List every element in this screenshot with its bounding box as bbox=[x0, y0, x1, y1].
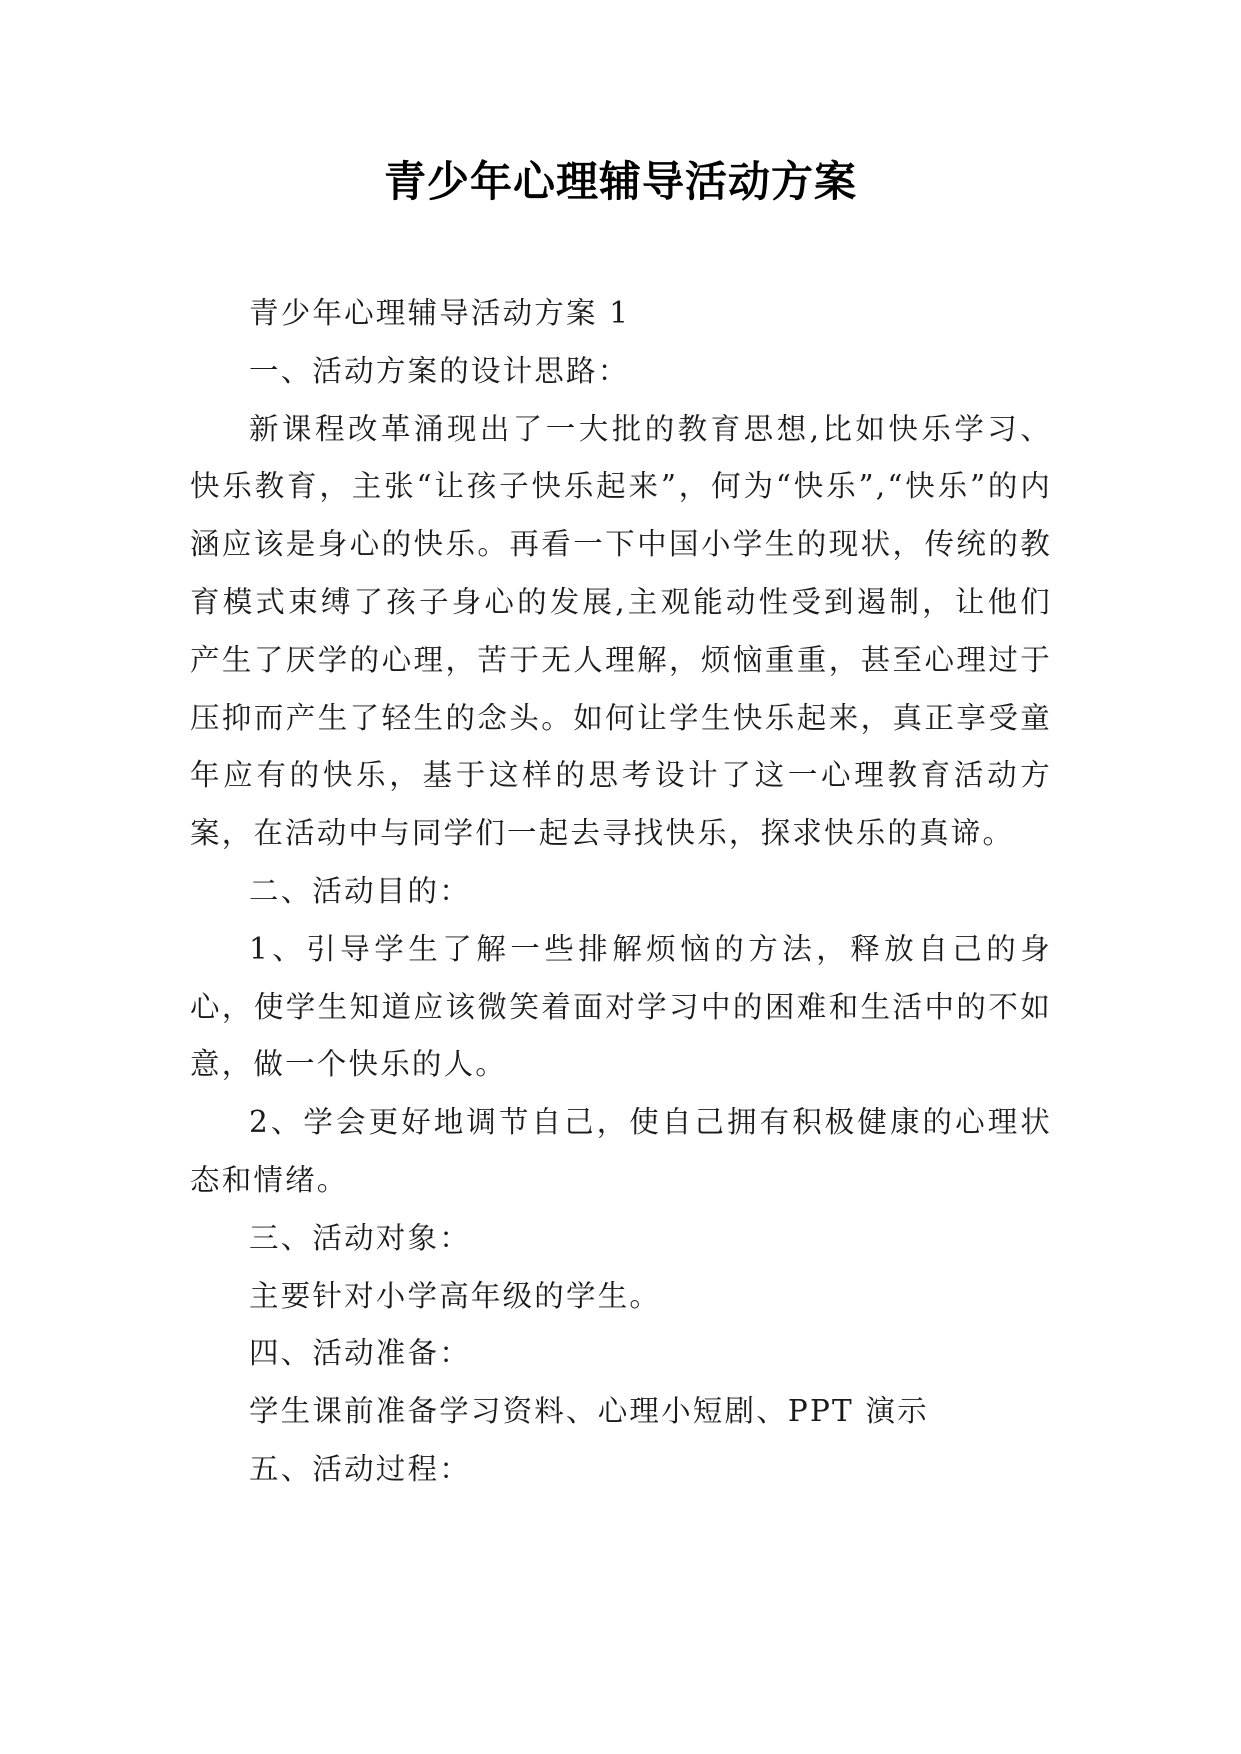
heading-activity-process: 五、活动过程： bbox=[249, 1451, 471, 1486]
paragraph-activity-targets: 主要针对小学高年级的学生。 bbox=[249, 1278, 662, 1313]
section-subtitle: 青少年心理辅导活动方案 1 bbox=[249, 296, 631, 330]
paragraph-activity-preparation: 学生课前准备学习资料、心理小短剧、PPT 演示 bbox=[249, 1394, 929, 1429]
heading-activity-preparation: 四、活动准备： bbox=[249, 1336, 471, 1371]
heading-activity-targets: 三、活动对象： bbox=[249, 1220, 471, 1255]
heading-design-idea: 一、活动方案的设计思路： bbox=[249, 353, 630, 388]
paragraph-goal-2: 2、学会更好地调节自己，使自己拥有积极健康的心理状态和情绪。 bbox=[190, 1105, 1052, 1197]
document-body bbox=[190, 285, 1052, 1499]
paragraph-goal-1: 1、引导学生了解一些排解烦恼的方法，释放自己的身心，使学生知道应该微笑着面对学习中的困难和生活中的不如意，做一个快乐的人。 bbox=[190, 931, 1052, 1082]
heading-activity-goals: 二、活动目的： bbox=[249, 873, 471, 908]
paragraph-design-idea: 新课程改革涌现出了一大批的教育思想,比如快乐学习、快乐教育，主张“让孩子快乐起来”，何为“快乐”,“快乐”的内涵应该是身心的快乐。再看一下中国小学生的现状，传统的教育模式束缚了孩子身心的发展,主观能动性受到遏制，让他们产生了厌学的心理，苦于无人理解，烦恼重重，甚至心理过于压抑而产生了轻生的念头。如何让学生快乐起来，真正享受童年应有的快乐，基于这样的思考设计了这一心理教育活动方案，在活动中与同学们一起去寻找快乐，探求快乐的真谛。 bbox=[190, 411, 1052, 851]
document-title: 青少年心理辅导活动方案 bbox=[383, 157, 857, 206]
